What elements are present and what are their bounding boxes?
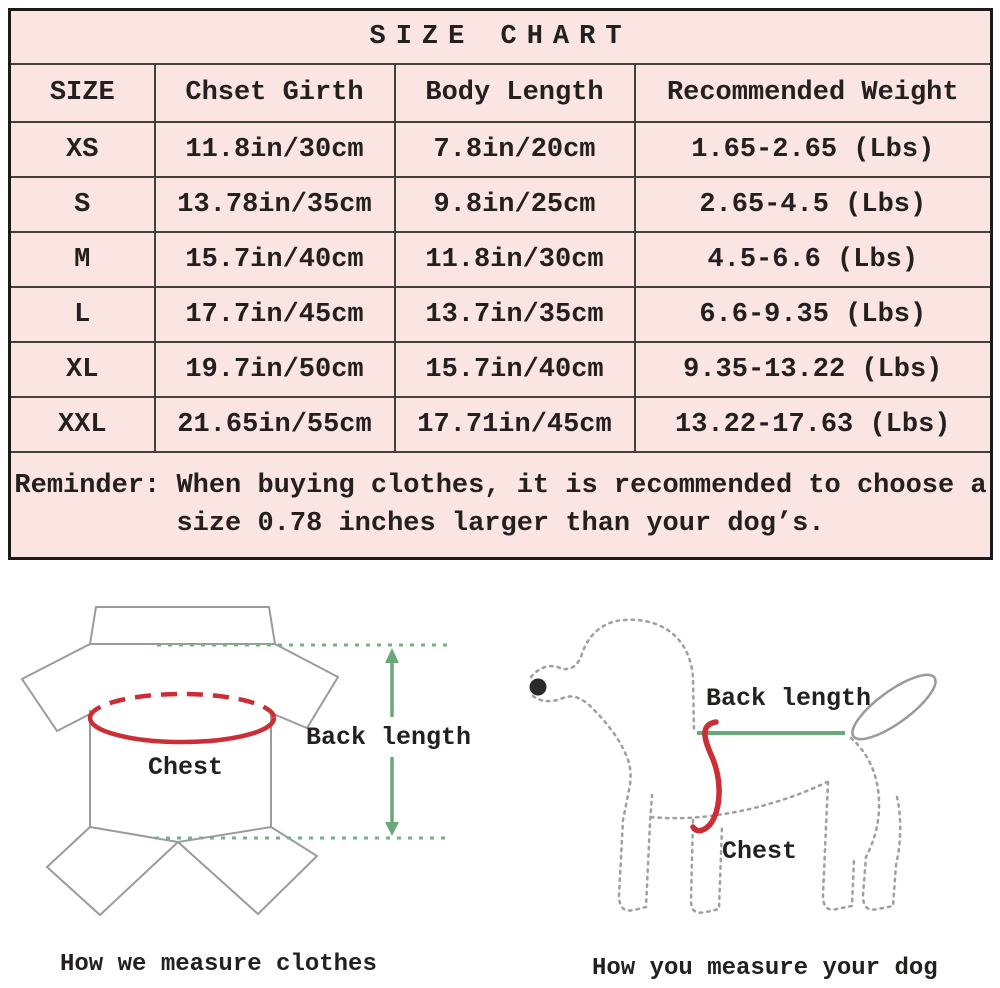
dog-nose-dot <box>530 679 547 696</box>
reminder-line-1: Reminder: When buying clothes, it is recommended to choose a <box>14 470 987 501</box>
table-row-l <box>10 287 992 342</box>
body-length-cell: 7.8in/20cm <box>395 122 635 177</box>
weight-cell: 6.6-9.35 (Lbs) <box>635 287 992 342</box>
body-length-cell: 9.8in/25cm <box>395 177 635 232</box>
chest-girth-cell: 13.78in/35cm <box>155 177 395 232</box>
dog-diagram-caption: How you measure your dog <box>592 955 938 982</box>
size-cell: M <box>10 232 155 287</box>
body-length-cell: 15.7in/40cm <box>395 342 635 397</box>
reminder-row <box>10 452 992 559</box>
weight-cell: 13.22-17.63 (Lbs) <box>635 397 992 452</box>
size-cell: XL <box>10 342 155 397</box>
reminder-line-2: size 0.78 inches larger than your dog’s. <box>176 509 825 539</box>
column-header-size: SIZE <box>10 64 155 122</box>
header-row <box>10 64 992 122</box>
chest-girth-cell: 21.65in/55cm <box>155 397 395 452</box>
size-cell: L <box>10 287 155 342</box>
clothes-diagram-caption: How we measure clothes <box>60 951 377 978</box>
body-length-cell: 11.8in/30cm <box>395 232 635 287</box>
table-row-s <box>10 177 992 232</box>
size-cell: S <box>10 177 155 232</box>
size-cell: XS <box>10 122 155 177</box>
chest-measure-arc <box>693 722 719 831</box>
column-header-chest-girth: Chset Girth <box>155 64 395 122</box>
clothes-chest-label: Chest <box>148 753 224 782</box>
weight-cell: 2.65-4.5 (Lbs) <box>635 177 992 232</box>
column-header-body-length: Body Length <box>395 64 635 122</box>
body-length-cell: 17.71in/45cm <box>395 397 635 452</box>
table-row-xl <box>10 342 992 397</box>
clothes-back-length-label: Back length <box>306 723 472 752</box>
chest-girth-cell: 19.7in/50cm <box>155 342 395 397</box>
title-row <box>10 10 992 65</box>
body-length-cell: 13.7in/35cm <box>395 287 635 342</box>
clothes-measure-diagram <box>0 565 500 955</box>
chest-girth-cell: 17.7in/45cm <box>155 287 395 342</box>
column-header-weight: Recommended Weight <box>635 64 992 122</box>
dog-back-length-label: Back length <box>706 684 872 713</box>
weight-cell: 4.5-6.6 (Lbs) <box>635 232 992 287</box>
table-row-m <box>10 232 992 287</box>
table-row-xs <box>10 122 992 177</box>
table-row-xxl <box>10 397 992 452</box>
dog-measure-diagram <box>500 565 1000 955</box>
size-chart-table <box>8 8 993 560</box>
chest-girth-cell: 15.7in/40cm <box>155 232 395 287</box>
chest-girth-ellipse <box>90 694 274 742</box>
dog-chest-label: Chest <box>722 837 798 866</box>
weight-cell: 1.65-2.65 (Lbs) <box>635 122 992 177</box>
size-chart-title: SIZE CHART <box>10 10 992 65</box>
size-cell: XXL <box>10 397 155 452</box>
chest-girth-cell: 11.8in/30cm <box>155 122 395 177</box>
reminder-note <box>10 452 992 559</box>
weight-cell: 9.35-13.22 (Lbs) <box>635 342 992 397</box>
